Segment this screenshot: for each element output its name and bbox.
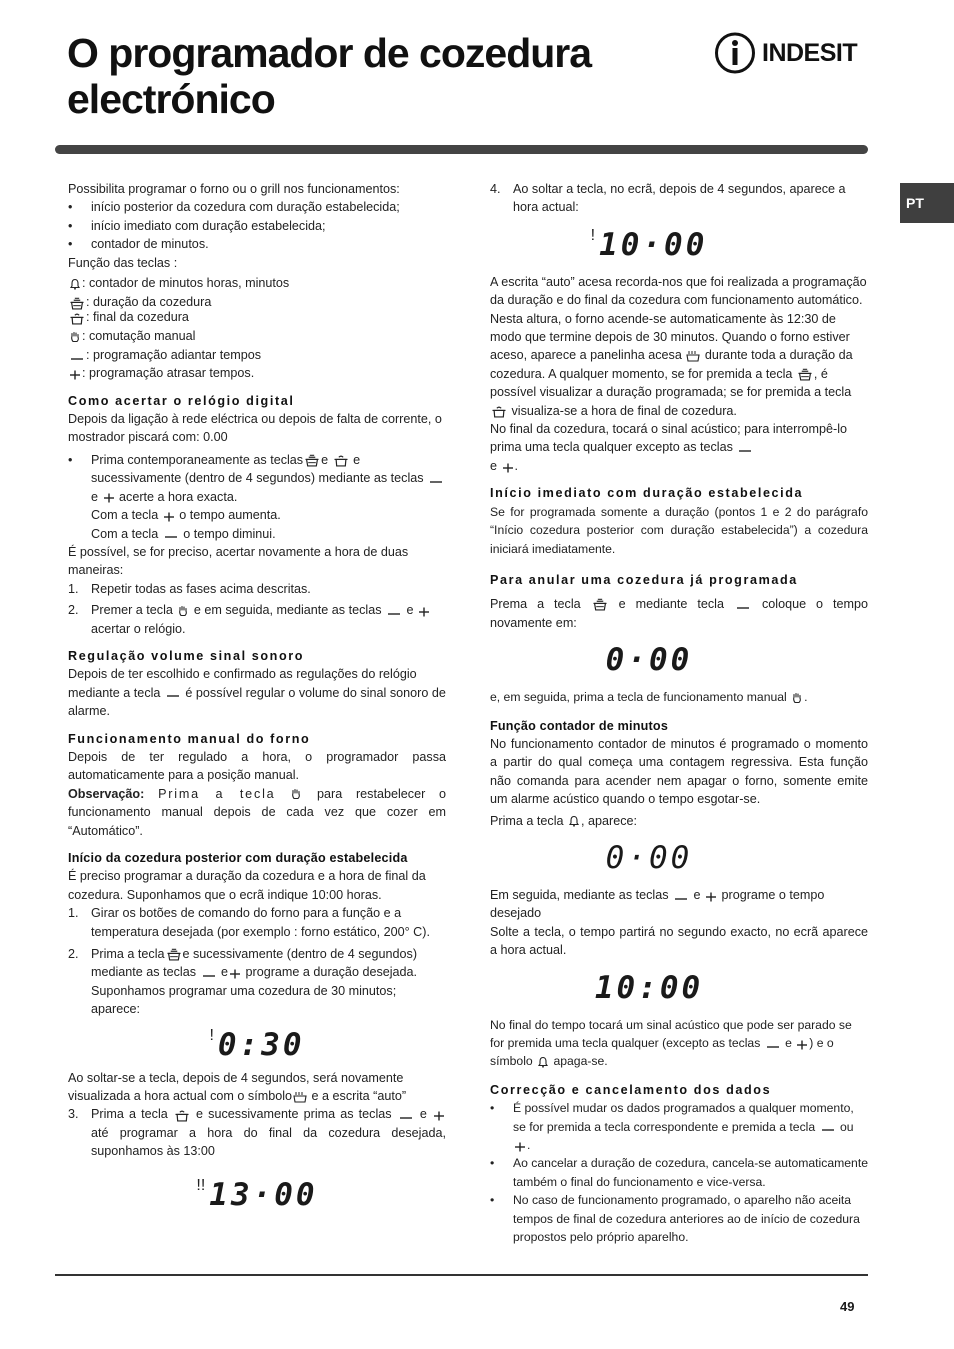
- display-readout: [430, 642, 868, 678]
- plus-icon: [103, 491, 115, 503]
- display-value: 10:00: [594, 969, 704, 1006]
- display-readout: [430, 970, 868, 1006]
- list-item: 2. Prima a tecla e sucessivamente (dentro de 4 segundos) mediante as teclas e programe a duração desejada. Suponhamos programar uma cozedura de 30 minutos; aparece:: [68, 947, 418, 1017]
- minus-icon: [69, 350, 85, 362]
- indesit-logo: [714, 31, 874, 75]
- plus-icon: [502, 461, 514, 473]
- paragraph: Se for programada somente a duração (pontos 1 e 2 do parágrafo “Início cozedura posterior com duração estabelecida”) a cozedura iniciará imediatamente.: [490, 504, 868, 556]
- key-row: : comutação manual: [68, 327, 446, 345]
- plus-icon: [69, 368, 81, 380]
- key-row: : duração da cozedura: [68, 295, 446, 310]
- list-item: • Ao cancelar a duração de cozedura, cancela-se automaticamente também o final do funcionamento e vice-versa.: [490, 1156, 869, 1189]
- list-item: 4. Ao soltar a tecla, no ecrã, depois de 4 segundos, aparece a hora actual:: [490, 182, 846, 215]
- key-row: : final da cozedura: [68, 310, 446, 325]
- duration-pot-icon: [69, 297, 85, 310]
- manual-hand-icon: [290, 788, 302, 800]
- page-number: 49: [840, 1299, 855, 1314]
- section-heading: Início da cozedura posterior com duração estabelecida: [68, 851, 408, 865]
- manual-hand-icon: [177, 605, 189, 617]
- paragraph: Observação: Prima a tecla para restabelecer o funcionamento manual depois de cada vez que cozer em “Automático”.: [68, 786, 447, 838]
- end-pot-icon: [69, 312, 85, 325]
- paragraph: No funcionamento contador de minutos é programado o momento a partir do qual começa uma contagem regressiva. Esta função não comanda para acender nem apagar o forno, somente emite um alarme acústico quando o tempo esgotar-se.: [490, 736, 868, 807]
- plus-icon: [514, 1140, 526, 1152]
- minus-icon: [386, 605, 402, 617]
- plus-icon: [796, 1038, 808, 1050]
- list-item: • No caso de funcionamento programado, o aparelho não aceita tempos de final de cozedura anteriores ao de início de cozedura propostos pelo próprio aparelho.: [490, 1193, 860, 1245]
- key-row: : programação adiantar tempos: [68, 346, 446, 364]
- minus-icon: [398, 1109, 414, 1121]
- paragraph: Depois de ter escolhido e confirmado as regulações do relógio mediante a tecla é possível regular o volume do sinal sonoro de alarme.: [68, 667, 446, 719]
- indesit-logo-mark-icon: [714, 32, 756, 74]
- minus-icon: [820, 1121, 836, 1133]
- display-readout: ! 10·00: [590, 226, 708, 263]
- paragraph: Ao soltar-se a tecla, depois de 4 segundos, será novamente visualizada a hora actual com o símbolo e a escrita “auto”: [68, 1070, 407, 1104]
- minus-icon: [201, 967, 217, 979]
- paragraph: Prima a tecla , aparece:: [490, 813, 638, 828]
- plus-icon: [705, 890, 717, 902]
- minus-icon: [737, 442, 753, 454]
- end-pot-icon: [491, 405, 507, 418]
- display-value: 10·00: [599, 226, 708, 263]
- key-row: : contador de minutos horas, minutos: [68, 274, 446, 292]
- intro-text: Possibilita programar o forno ou o grill nos funcionamentos:: [68, 182, 400, 196]
- list-item: 1. Girar os botões de comando do forno para a função e a temperatura desejada (por exemplo : forno estático, 200° C).: [68, 906, 430, 939]
- section-heading: Correcção e cancelamento dos dados: [490, 1082, 772, 1097]
- duration-pot-icon: [797, 368, 813, 381]
- paragraph: Depois da ligação à rede eléctrica ou depois de falta de corrente, o mostrador piscará com: 0.00: [68, 412, 442, 445]
- bell-icon: [537, 1056, 549, 1068]
- duration-pot-icon: [166, 948, 182, 961]
- display-readout: [430, 840, 868, 876]
- section-heading: Como acertar o relógio digital: [68, 393, 295, 408]
- section-heading: Início imediato com duração estabelecida: [490, 486, 804, 501]
- plus-icon: [229, 967, 241, 979]
- section-heading: Funcionamento manual do forno: [68, 731, 311, 746]
- paragraph: e, em seguida, prima a tecla de funcionamento manual .: [490, 690, 808, 705]
- section-heading: Para anular uma cozedura já programada: [490, 572, 798, 587]
- display-value: 0:30: [217, 1026, 305, 1063]
- paragraph: Solte a tecla, o tempo partirá no segundo exacto, no ecrã aparece a hora actual.: [490, 924, 868, 958]
- page-title: O programador de cozedura electrónico: [67, 30, 592, 122]
- duration-pot-icon: [592, 598, 608, 611]
- display-value: 0·00: [605, 839, 693, 876]
- right-column: [490, 180, 868, 1246]
- section-heading: Função contador de minutos: [490, 718, 669, 733]
- end-pot-icon: [174, 1109, 190, 1122]
- paragraph: Prema a tecla e mediante tecla coloque o tempo novamente em:: [490, 597, 869, 630]
- keys-title: Função das teclas :: [68, 255, 178, 270]
- duration-pot-icon: [304, 454, 320, 467]
- minus-icon: [673, 890, 689, 902]
- display-value: 0·00: [605, 642, 693, 679]
- list-item: 2. Premer a tecla e em seguida, mediante as teclas e acertar o relógio.: [68, 601, 446, 638]
- plus-icon: [433, 1109, 445, 1121]
- minus-icon: [428, 473, 444, 485]
- paragraph: É preciso programar a duração da cozedura e a hora de final da cozedura. Suponhamos que o ecrã indique 10:00 horas.: [68, 869, 426, 902]
- left-column: [68, 180, 446, 1219]
- header-divider: [55, 145, 868, 154]
- manual-hand-icon: [69, 331, 81, 343]
- list-item: • início posterior da cozedura com duração estabelecida;: [68, 200, 400, 215]
- minus-icon: [165, 687, 181, 699]
- plus-icon: [418, 605, 430, 617]
- minus-icon: [735, 599, 751, 611]
- footer-divider: [55, 1274, 868, 1276]
- language-tab: PT: [900, 183, 954, 223]
- paragraph: No final da cozedura, tocará o sinal acústico; para interrompê-lo prima uma tecla qualquer excepto as teclas e .: [490, 422, 848, 473]
- paragraph: A escrita “auto” acesa recorda-nos que foi realizada a programação da duração e do final da cozedura com funcionamento automático. Nesta altura, o forno acende-se automaticamente às 12:30 de modo que termine depois de 30 minutos. Quando o forno estiver aceso, aparece a panelinha acesa durante toda a duração da cozedura. A qualquer momento, se for premida a tecla , é possível visualizar a duração programada; se for premida a tecla visualiza-se a hora de final de cozedura.: [490, 274, 867, 418]
- list-item: • início imediato com duração estabelecida;: [68, 218, 326, 233]
- paragraph: É possível, se for preciso, acertar novamente a hora de duas maneiras:: [68, 544, 409, 578]
- list-item: • É possível mudar os dados programados a qualquer momento, se for premida a tecla correspondente e premida a tecla ou .: [490, 1101, 854, 1153]
- minus-icon: [765, 1038, 781, 1050]
- paragraph: Depois de ter regulado a hora, o programador passa automaticamente para a posição manual.: [68, 749, 446, 783]
- list-item: 1. Repetir todas as fases acima descritas.: [68, 581, 311, 596]
- section-heading: Regulação volume sinal sonoro: [68, 648, 305, 663]
- brand-name: INDESIT: [762, 38, 858, 67]
- plus-icon: [163, 510, 175, 522]
- list-item: • contador de minutos.: [68, 237, 209, 252]
- display-value: 13·00: [209, 1176, 318, 1213]
- key-row: : programação atrasar tempos.: [68, 364, 446, 382]
- oven-icon: [686, 350, 700, 362]
- manual-hand-icon: [791, 692, 803, 704]
- end-pot-icon: [333, 454, 349, 467]
- display-readout: !! 13·00: [196, 1176, 318, 1213]
- paragraph: Em seguida, mediante as teclas e programe o tempo desejado: [490, 887, 825, 921]
- minus-icon: [163, 528, 179, 540]
- list-item: 3. Prima a tecla e sucessivamente prima as teclas e até programar a hora do final da cozedura desejada, suponhamos às 13:00: [68, 1107, 446, 1159]
- paragraph: No final do tempo tocará um sinal acústico que pode ser parado se for premida uma tecla qualquer (excepto as teclas e ) e o símbolo apaga-se.: [490, 1017, 852, 1069]
- bell-icon: [69, 278, 81, 290]
- list-item: • Prima contemporaneamente as teclas e e sucessivamente (dentro de 4 segundos) mediante as teclas e acerte a hora exacta. Com a tecla o tempo aumenta. Com a tecla o tempo diminui.: [68, 451, 446, 543]
- display-readout: ! 0:30: [209, 1026, 305, 1063]
- bell-icon: [568, 815, 580, 827]
- oven-icon: [293, 1091, 307, 1103]
